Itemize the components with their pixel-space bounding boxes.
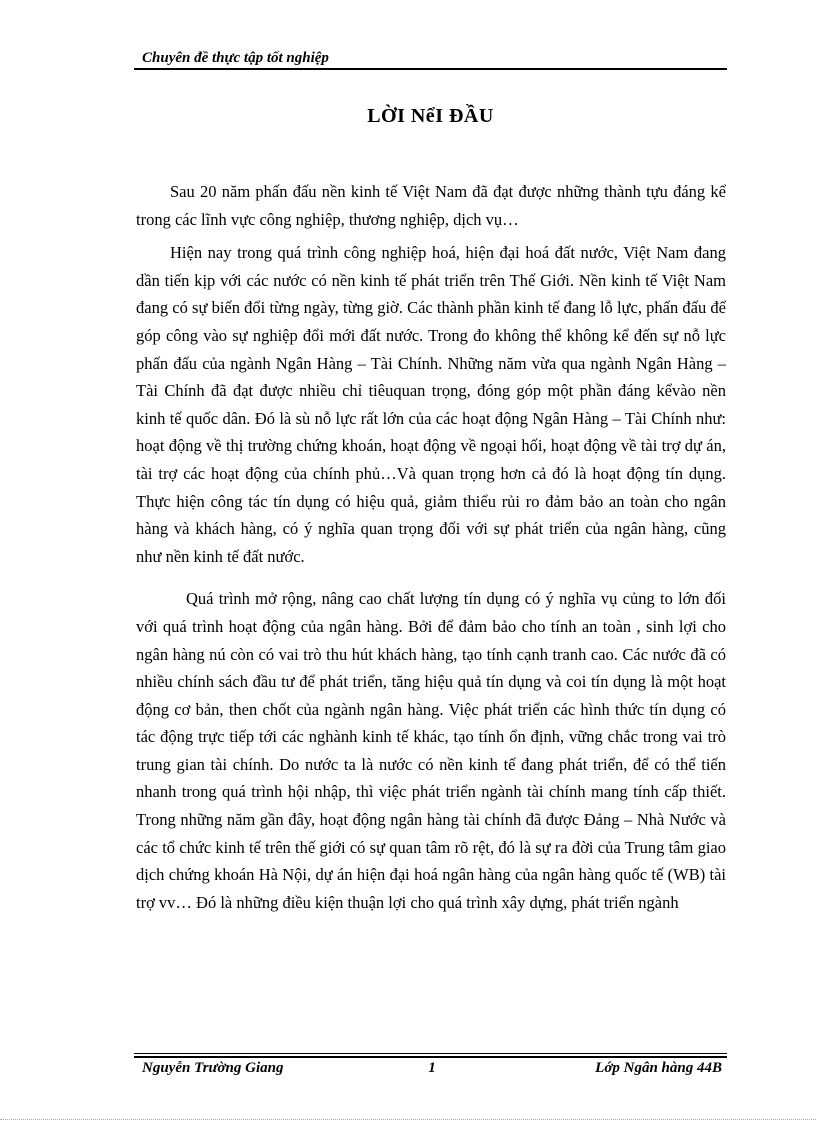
body-text	[136, 178, 726, 922]
page-number: 1	[428, 1060, 436, 1076]
footer-author: Nguyễn Trường Giang	[142, 1060, 284, 1076]
page-boundary-divider	[0, 1119, 816, 1120]
header-rule	[134, 68, 727, 70]
footer-class: Lớp Ngân hàng 44B	[595, 1060, 722, 1076]
paragraph-3: Quá trình mở rộng, nâng cao chất lượng tín dụng có ý nghĩa vụ củng to lớn đối với quá trình hoạt động của ngân hàng. Bởi để đảm bảo cho tính an toàn , sinh lợi cho ngân hàng nú còn có vai trò thu hút khách hàng, tạo tính cạnh tranh cao. Các nước đã có nhiều chính sách đầu tư để phát triển, tăng hiệu quả tín dụng và coi tín dụng là một hoạt động cơ bản, then chốt của ngành ngân hàng. Việc phát triển các hình thức tín dụng có tác động trực tiếp tới các nghành kinh tế khác, tạo tính ổn định, vững chắc trong vai trò trung gian tài chính. Do nước ta là nước có nền kinh tế đang phát triển, để có thể tiến nhanh trong quá trình hội nhập, thì việc phát triển ngành tài chính mang tính cấp thiết. Trong những năm gần đây, hoạt động ngân hàng tài chính đã được Đảng – Nhà Nước và các tổ chức kinh tế trên thế giới có sự quan tâm rõ rệt, đó là sự ra đời của Trung tâm giao dịch chứng khoán Hà Nội, dự án hiện đại hoá ngân hàng của ngân hàng quốc tế (WB) tài trợ vv… Đó là những điều kiện thuận lợi cho quá trình xây dựng, phát triển ngành	[136, 589, 726, 912]
paragraph-1: Sau 20 năm phấn đấu nền kinh tế Việt Nam đã đạt được những thành tựu đáng kể trong các lĩnh vực công nghiệp, thương nghiệp, dịch vụ…	[136, 182, 726, 229]
footer-rule	[134, 1053, 727, 1054]
paragraph-2: Hiện nay trong quá trình công nghiệp hoá, hiện đại hoá đất nước, Việt Nam đang dần tiến kịp với các nước có nền kinh tế phát triển trên Thế Giới. Nền kinh tế Việt Nam đang có sự biến đổi từng ngày, từng giờ. Các thành phần kinh tế đang lỗ lực, phấn đấu để góp công vào sự nghiệp đổi mới đất nước. Trong đo không thể không kể đến sự nỗ lực phấn đấu của ngành Ngân Hàng – Tài Chính. Những năm vừa qua ngành Ngân Hàng – Tài Chính đã đạt được nhiều chỉ tiêuquan trọng, đóng góp một phần đáng kểvào nền kinh tế quốc dân. Đó là sù nỗ lực rất lớn của các hoạt động Ngân Hàng – Tài Chính như: hoạt động về thị trường chứng khoán, hoạt động về ngoại hối, hoạt động về tài trợ dự án, tài trợ các hoạt động của chính phủ…Và quan trọng hơn cả đó là hoạt động tín dụng. Thực hiện công tác tín dụng có hiệu quả, giảm thiểu rủi ro đảm bảo an toàn cho ngân hàng và khách hàng, có ý nghĩa quan trọng đối với sự phát triển của ngân hàng, cũng như nền kinh tế đất nước.	[136, 243, 726, 566]
running-header-title: Chuyên đề thực tập tốt nghiệp	[142, 50, 329, 66]
page-title: LỜI NểI ĐẦU	[367, 105, 494, 127]
